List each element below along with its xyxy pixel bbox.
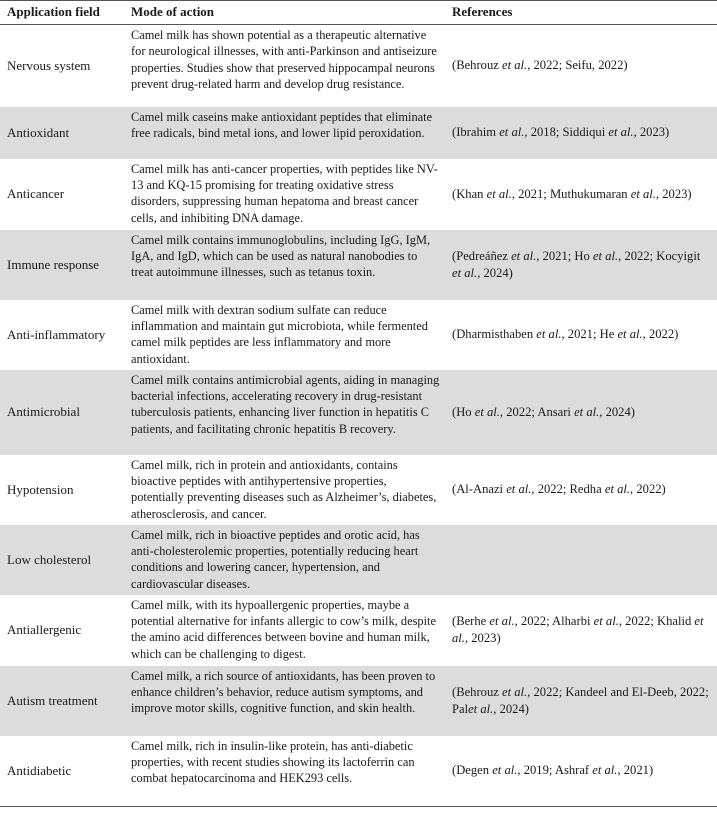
citation-text: , 2023) (655, 186, 692, 201)
table-row (0, 525, 717, 595)
application-field-cell: Anticancer (7, 186, 65, 202)
citation-et-al: et al. (468, 701, 494, 716)
table-row (0, 455, 717, 525)
citation-et-al: et al. (511, 248, 537, 263)
references-cell (445, 230, 717, 300)
application-field-cell: Autism treatment (0, 666, 124, 736)
citation-text: , 2021; He (561, 327, 618, 342)
citation-et-al: et al. (617, 327, 643, 342)
citation-text: (Ibrahim (452, 125, 500, 140)
table-row (0, 230, 717, 300)
citation-text: , 2024) (477, 265, 513, 280)
mode-of-action-cell: Camel milk caseins make antioxidant peptides that eliminate free radicals, bind metal ions, and lower lipid peroxidation. (124, 107, 445, 159)
application-field-cell: Anti-inflammatory (7, 326, 106, 342)
header-application-field: Application field (0, 1, 124, 25)
citation-text: , 2022; Khalid (618, 614, 695, 629)
application-field-cell: Antidiabetic (0, 736, 124, 807)
application-field-cell: Antimicrobial (0, 370, 124, 455)
citation-text: (Al-Anazi (452, 482, 507, 497)
references-cell (445, 370, 717, 455)
mode-of-action-cell: Camel milk, rich in bioactive peptides and orotic acid, has anti-cholesterolemic properties, potentially reducing heart conditions and lowering cancer, hypertension, and cardiovascular diseases. (124, 525, 445, 595)
citation-et-al: et al. (630, 186, 656, 201)
header-references: References (445, 1, 717, 25)
citation-text: , 2019; Ashraf (517, 763, 593, 778)
citation-text: , 2021; Ho (536, 248, 593, 263)
citation-et-al: et al. (452, 265, 478, 280)
citation-et-al: et al. (502, 684, 528, 699)
citation-text: , 2023) (633, 125, 670, 140)
citation-text: , 2024) (493, 701, 529, 716)
citation-text: , 2022; Alharbi (514, 614, 594, 629)
citation-text: , 2022) (630, 482, 666, 497)
application-field-cell: Hypotension (7, 481, 74, 497)
citation-et-al: et al. (592, 248, 619, 263)
citation-text: , 2018; Siddiqui (524, 125, 609, 140)
table-row (0, 25, 717, 107)
citation-text: , 2022; Seifu, 2022) (527, 58, 628, 73)
citation-text: (Behrouz (452, 684, 503, 699)
citation-text: , 2022) (642, 327, 679, 342)
table-row (0, 370, 717, 455)
header-row (0, 1, 717, 25)
citation-text: , 2021) (617, 763, 654, 778)
references-cell (445, 300, 717, 370)
citation-et-al: et al. (499, 125, 525, 140)
citation-text: (Ho (452, 404, 475, 419)
application-field-cell: Immune response (0, 230, 124, 300)
citation-text: , 2022; Redha (531, 482, 605, 497)
citation-et-al: et al. (474, 404, 500, 419)
citation-text: (Dharmisthaben (452, 327, 537, 342)
references-cell (445, 159, 717, 230)
application-field-cell: Nervous system (7, 58, 91, 74)
citation-text: (Berhe (452, 614, 490, 629)
header-mode-of-action: Mode of action (124, 1, 445, 25)
citation-et-al: et al. (502, 58, 528, 73)
citation-et-al: et al. (574, 404, 600, 419)
citation-et-al: et al. (536, 327, 562, 342)
table-row (0, 666, 717, 736)
citation-et-al: et al. (604, 482, 631, 497)
references-cell (445, 455, 717, 525)
citation-text: , 2022; Ansari (499, 404, 575, 419)
mode-of-action-cell: Camel milk contains immunoglobulins, including IgG, IgM, IgA, and IgD, which can be used as natural nanobodies to treat autoimmune illnesses, such as tetanus toxin. (124, 230, 445, 300)
citation-et-al: et al. (593, 614, 619, 629)
citation-text: , 2023) (464, 631, 501, 645)
references-cell (445, 666, 717, 736)
application-field-cell: Low cholesterol (0, 525, 124, 595)
citation-text: (Degen (452, 763, 493, 778)
citation-et-al: et al. (486, 186, 512, 201)
table-header (0, 1, 717, 25)
mode-of-action-cell: Camel milk, a rich source of antioxidants, has been proven to enhance children’s behavior, reduce autism symptoms, and improve motor skills, cognitive function, and skin health. (124, 666, 445, 736)
mode-of-action-cell: Camel milk with dextran sodium sulfate can reduce inflammation and maintain gut microbiota, while fermented camel milk peptides are less inflammatory and more antioxidant. (131, 302, 428, 366)
mode-of-action-cell: Camel milk contains antimicrobial agents, aiding in managing bacterial infections, accelerating recovery in drug-resistant tuberculosis patients, enhancing liver function in hepatitis C patients, and facilitating chronic hepatitis B recovery. (124, 370, 445, 455)
citation-text: , 2022; Kocyigit (618, 248, 701, 263)
citation-text: , 2022; Kandeel and El-Deeb, 2022; Pal (452, 684, 709, 716)
table-row (0, 159, 717, 230)
citation-et-al: et al. (592, 763, 618, 778)
citation-text: (Khan (452, 186, 487, 201)
mode-of-action-cell: Camel milk, with its hypoallergenic properties, maybe a potential alternative for infants allergic to cow’s milk, despite the amino acid differences between bovine and human milk, which can be challenging to digest. (131, 597, 436, 661)
references-cell (445, 595, 717, 666)
citation-text: , 2021; Muthukumaran (511, 186, 631, 201)
citation-et-al: et al. (492, 763, 518, 778)
mode-of-action-cell: Camel milk, rich in insulin-like protein, has anti-diabetic properties, with recent studies showing its lactoferrin can combat hepatocarcinoma and HEK293 cells. (124, 736, 445, 807)
citation-et-al: et al. (489, 614, 515, 629)
references-cell (445, 25, 717, 107)
citation-et-al: et al. (452, 614, 704, 645)
references-cell (445, 525, 717, 595)
application-field-cell: Antioxidant (0, 107, 124, 159)
table-row (0, 300, 717, 370)
application-field-cell: Antiallergenic (7, 622, 82, 638)
mode-of-action-cell: Camel milk has anti-cancer properties, with peptides like NV-13 and KQ-15 promising for treating oxidative stress disorders, suppressing human hepatoma and breast cancer cells, and inhibiting DNA damage. (131, 161, 438, 225)
table-row (0, 107, 717, 159)
table-row (0, 736, 717, 807)
table-body (0, 25, 717, 807)
mode-of-action-cell: Camel milk has shown potential as a therapeutic alternative for neurological illnesses, with anti-Parkinson and antiseizure properties. Studies show that preserved hippocampal neurons prevent drug-related harm and develop drug resistance. (131, 28, 437, 92)
table-row (0, 595, 717, 666)
references-cell (445, 736, 717, 807)
citation-text: (Behrouz (452, 58, 503, 73)
citation-text: , 2024) (599, 404, 635, 419)
citation-text: (Pedreáñez (452, 248, 512, 263)
mode-of-action-cell: Camel milk, rich in protein and antioxidants, contains bioactive peptides with antihypertensive properties, potentially preventing diseases such as Alzheimer’s, diabetes, atherosclerosis, and cancer. (131, 457, 437, 521)
citation-et-al: et al. (608, 125, 634, 140)
citation-et-al: et al. (506, 482, 532, 497)
references-cell (445, 107, 717, 159)
